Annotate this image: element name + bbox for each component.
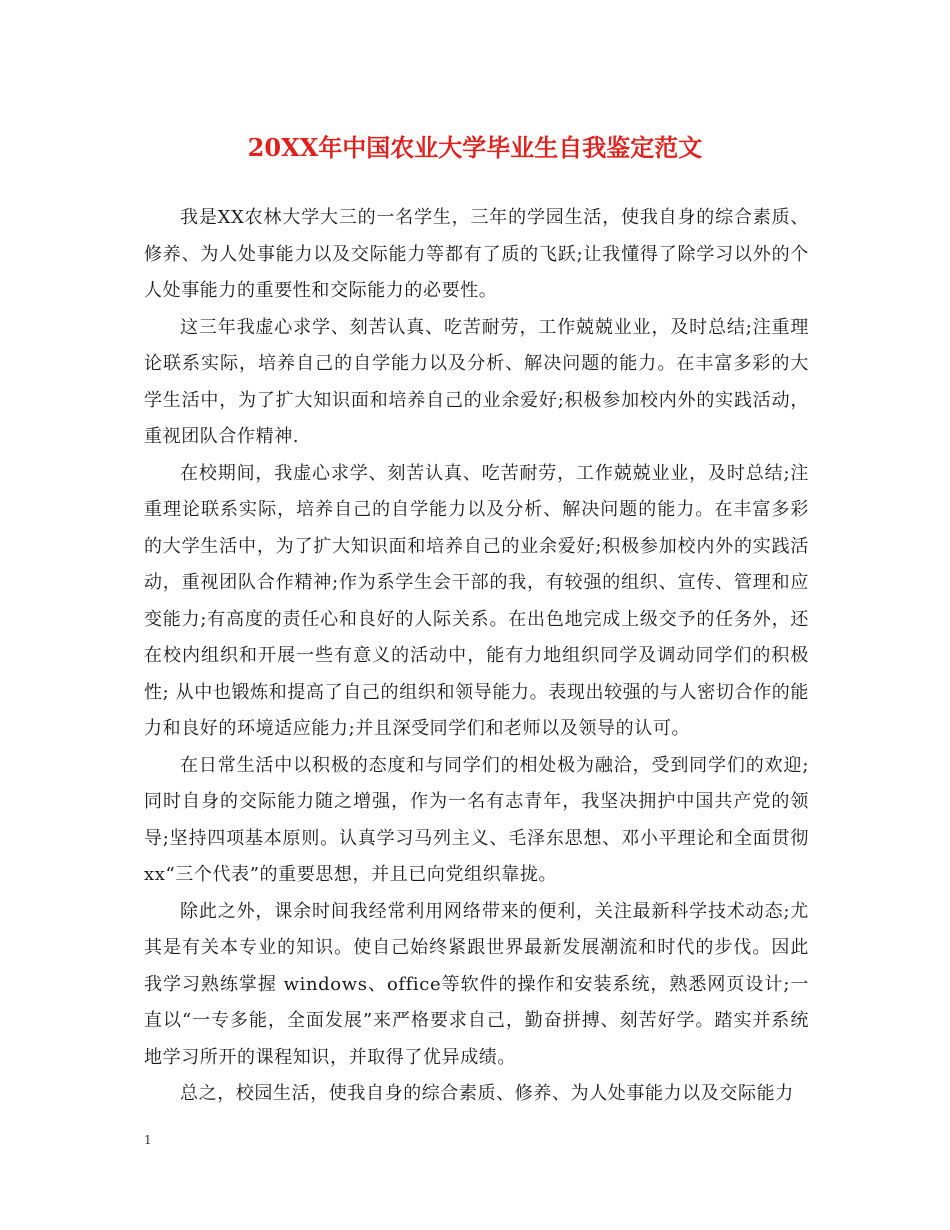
paragraph: 除此之外，课余时间我经常利用网络带来的便利，关注最新科学技术动态;尤其是有关本专业的知识。使自己始终紧跟世界最新发展潮流和时代的步伐。因此我学习熟练掌握 windows、office等软件的操作和安装系统，熟悉网页设计;一直以“一专多能，全面发展”来严格要求自己，勤奋拼搏、刻苦好学。踏实并系统地学习所开的课程知识，并取得了优异成绩。 — [144, 900, 809, 1068]
paragraph: 这三年我虚心求学、刻苦认真、吃苦耐劳，工作兢兢业业，及时总结;注重理论联系实际，培养自己的自学能力以及分析、解决问题的能力。在丰富多彩的大学生活中，为了扩大知识面和培养自己的业余爱好;积极参加校内外的实践活动，重视团队合作精神. — [144, 316, 809, 447]
page-number: 1 — [144, 1133, 152, 1147]
paragraph: 总之，校园生活，使我自身的综合素质、修养、为人处事能力以及交际能力 — [180, 1083, 794, 1104]
document-title: 20XX年中国农业大学毕业生自我鉴定范文 — [247, 133, 703, 162]
paragraph: 在校期间，我虚心求学、刻苦认真、吃苦耐劳，工作兢兢业业，及时总结;注重理论联系实际，培养自己的自学能力以及分析、解决问题的能力。在丰富多彩的大学生活中，为了扩大知识面和培养自己的业余爱好;积极参加校内外的实践活动，重视团队合作精神;作为系学生会干部的我，有较强的组织、宣传、管理和应变能力;有高度的责任心和良好的人际关系。在出色地完成上级交予的任务外，还在校内组织和开展一些有意义的活动中，能有力地组织同学及调动同学们的积极性; 从中也锻炼和提高了自己的组织和领导能力。表现出较强的与人密切合作的能力和良好的环境适应能力;并且深受同学们和老师以及领导的认可。 — [144, 462, 809, 739]
paragraph: 我是XX农林大学大三的一名学生，三年的学园生活，使我自身的综合素质、修养、为人处事能力以及交际能力等都有了质的飞跃;让我懂得了除学习以外的个人处事能力的重要性和交际能力的必要性。 — [144, 207, 809, 301]
document-body — [144, 200, 809, 1113]
paragraph: 在日常生活中以积极的态度和与同学们的相处极为融洽，受到同学们的欢迎;同时自身的交际能力随之增强，作为一名有志青年，我坚决拥护中国共产党的领导;坚持四项基本原则。认真学习马列主义、毛泽东思想、邓小平理论和全面贯彻xx“三个代表”的重要思想，并且已向党组织靠拢。 — [144, 754, 809, 885]
